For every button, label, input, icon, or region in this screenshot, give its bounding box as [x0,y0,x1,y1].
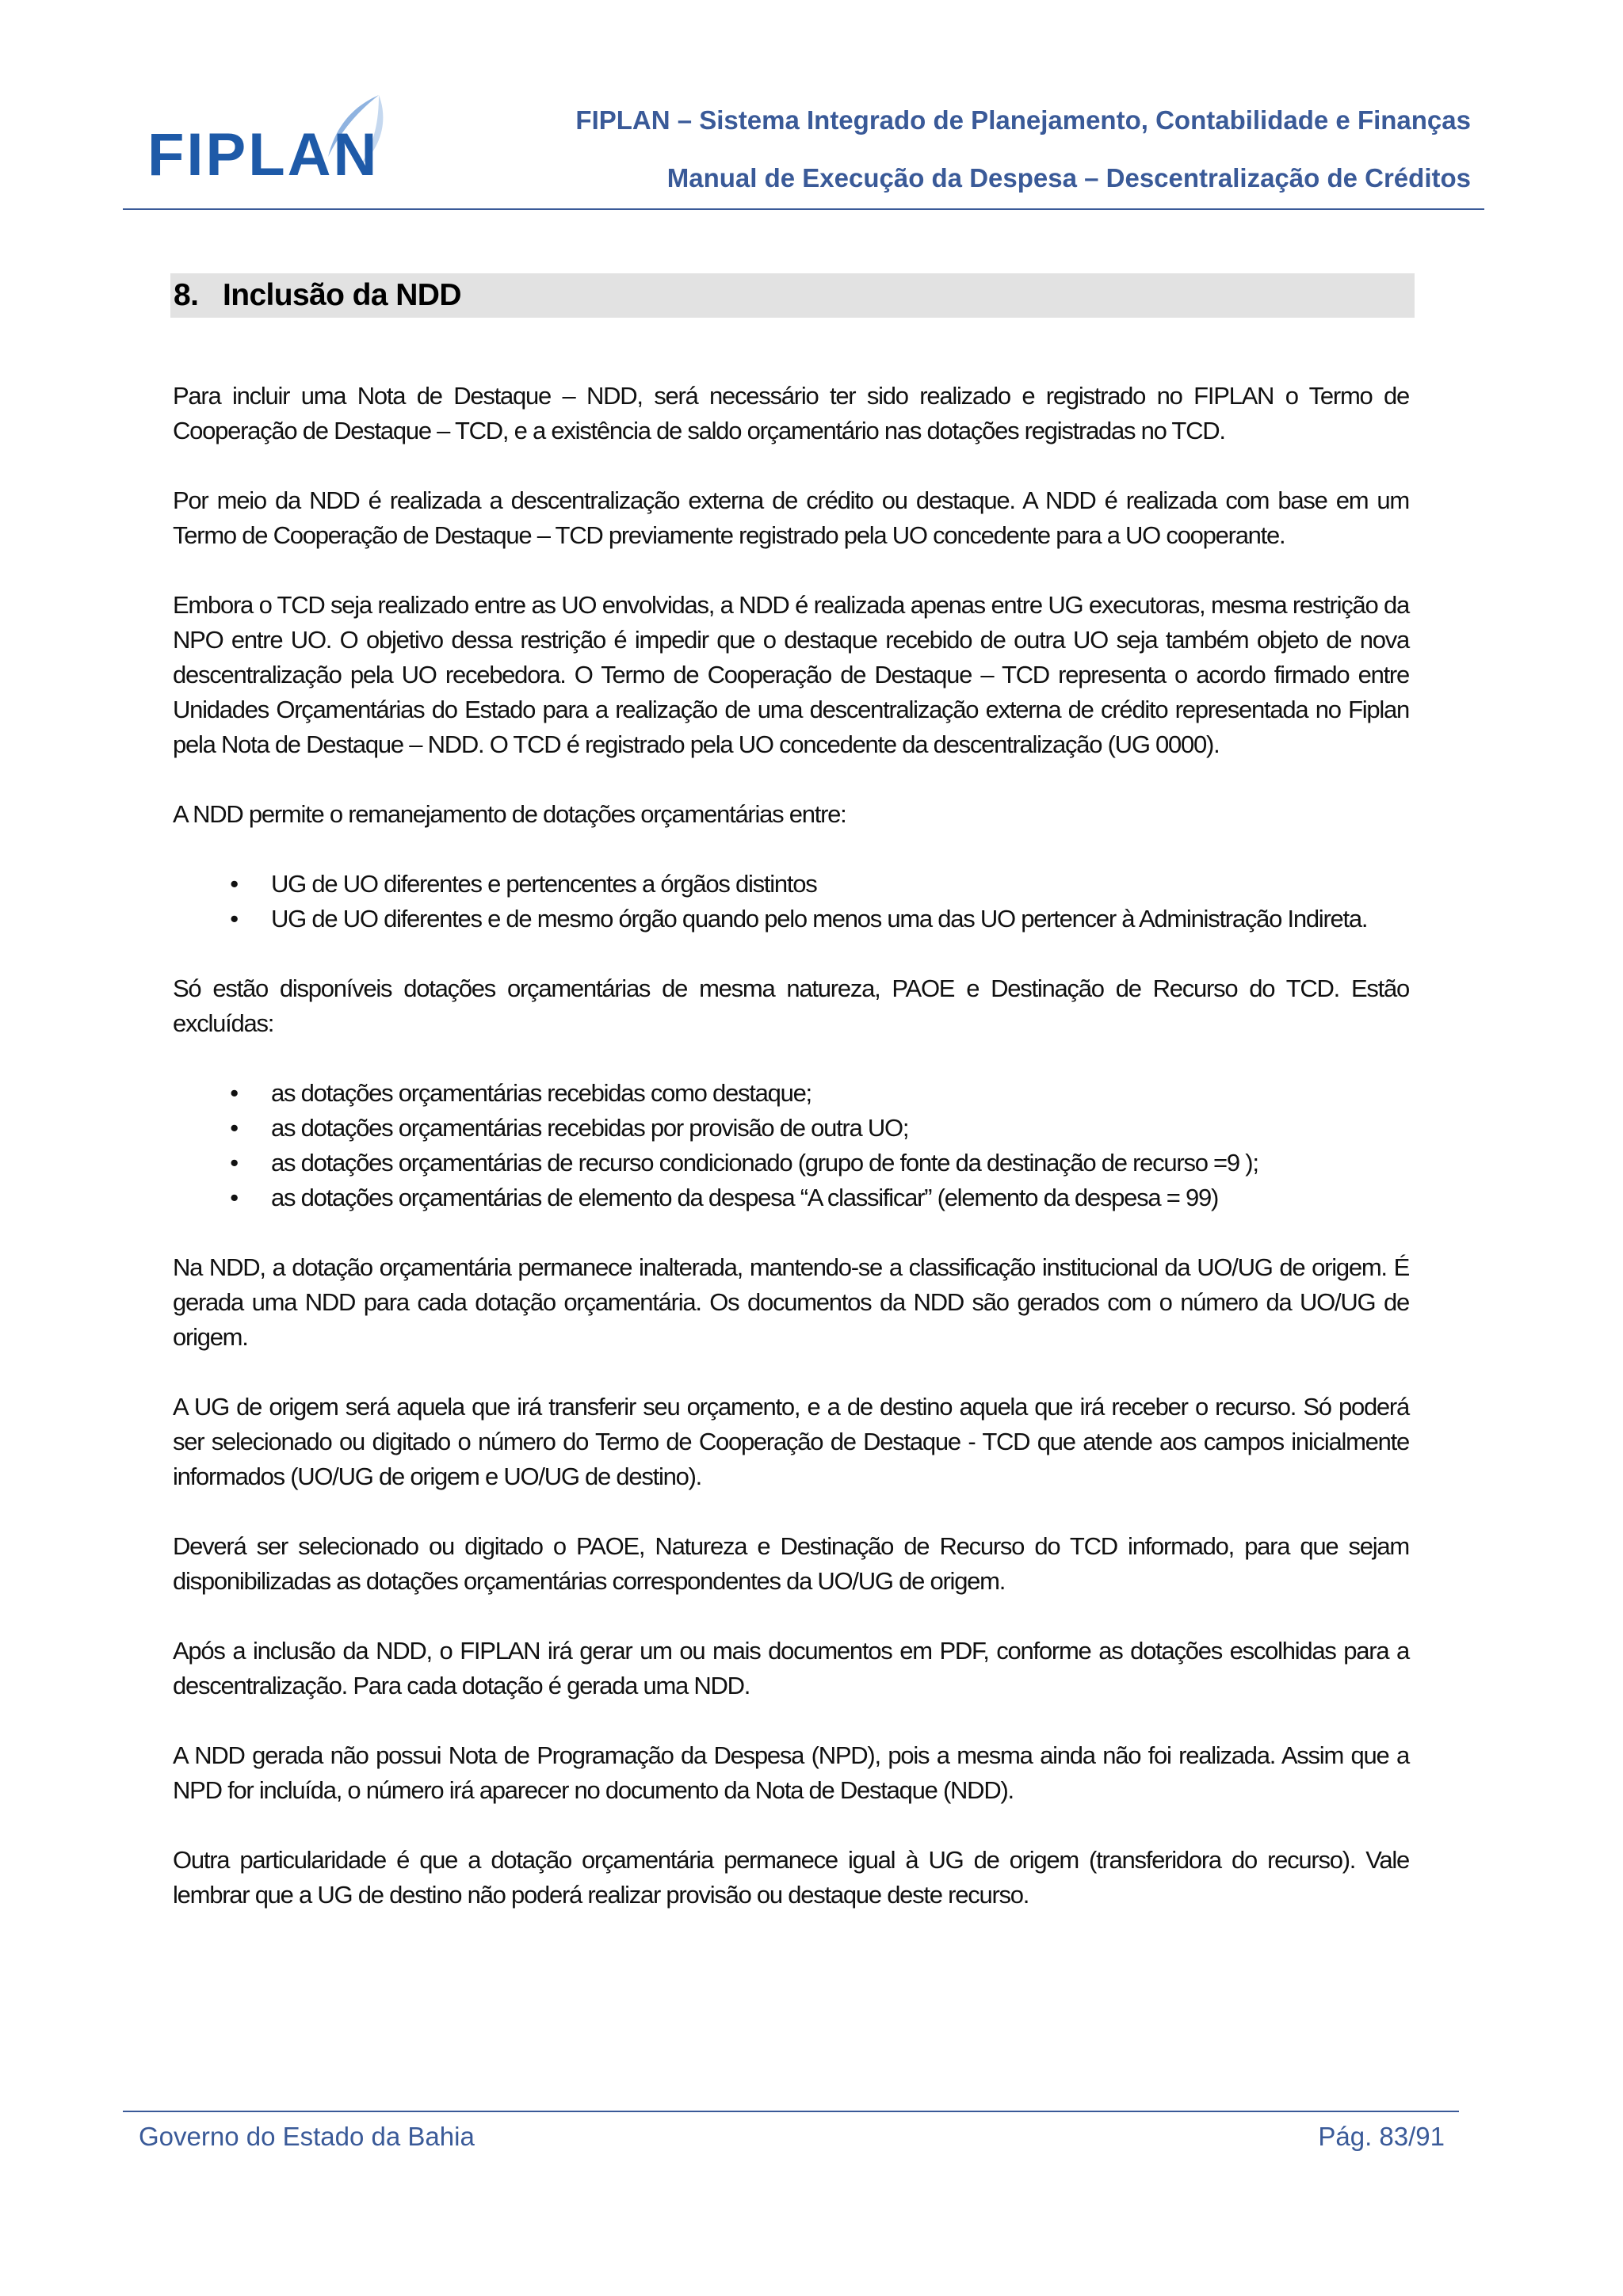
page-header [0,0,1623,214]
header-title: FIPLAN – Sistema Integrado de Planejamento, Contabilidade e Finanças [575,105,1471,135]
paragraph: Embora o TCD seja realizado entre as UO envolvidas, a NDD é realizada apenas entre UG executoras, mesma restrição da NPO entre UO. O objetivo dessa restrição é impedir que o destaque recebido de outra UO seja também objeto de nova descentralização pela UO recebedora. O Termo de Cooperação de Destaque – TCD representa o acordo firmado entre Unidades Orçamentárias do Estado para a realização de uma descentralização externa de crédito representada no Fiplan pela Nota de Destaque – NDD. O TCD é registrado pela UO concedente da descentralização (UG 0000). [173,591,1409,758]
section-heading [170,273,1415,318]
logo-text: FIPLAN [147,121,380,189]
bullet-icon: • [230,1114,238,1142]
list-item: • UG de UO diferentes e pertencentes a órgãos distintos [173,867,1409,902]
paragraph: Só estão disponíveis dotações orçamentárias de mesma natureza, PAOE e Destinação de Recurso do TCD. Estão excluídas: [173,974,1409,1037]
section-title: Inclusão da NDD [223,278,461,312]
bullet-list [173,867,1409,936]
bullet-list [173,1076,1409,1215]
footer-divider [123,2111,1459,2112]
bullet-icon: • [230,1079,238,1107]
header-subtitle: Manual de Execução da Despesa – Descentralização de Créditos [666,163,1471,193]
list-item: • as dotações orçamentárias recebidas por provisão de outra UO; [173,1111,1409,1146]
bullet-icon: • [230,905,238,933]
paragraph: A NDD gerada não possui Nota de Programação da Despesa (NPD), pois a mesma ainda não foi realizada. Assim que a NPD for incluída, o número irá aparecer no documento da Nota de Destaque (NDD). [173,1741,1409,1804]
list-item: • as dotações orçamentárias recebidas como destaque; [173,1076,1409,1111]
fiplan-logo [141,89,411,192]
paragraph: A NDD permite o remanejamento de dotações orçamentárias entre: [173,800,846,828]
paragraph: Outra particularidade é que a dotação orçamentária permanece igual à UG de origem (transferidora do recurso). Vale lembrar que a UG de destino não poderá realizar provisão ou destaque deste recurso. [173,1846,1409,1909]
paragraph: A UG de origem será aquela que irá transferir seu orçamento, e a de destino aquela que irá receber o recurso. Só poderá ser selecionado ou digitado o número do Termo de Cooperação de Destaque - TCD que atende aos campos inicialmente informados (UO/UG de origem e UO/UG de destino). [173,1393,1409,1490]
bullet-icon: • [230,1149,238,1177]
bullet-icon: • [230,1184,238,1211]
paragraph: Deverá ser selecionado ou digitado o PAOE, Natureza e Destinação de Recurso do TCD informado, para que sejam disponibilizadas as dotações orçamentárias correspondentes da UO/UG de origem. [173,1532,1409,1595]
list-item: • as dotações orçamentárias de elemento da despesa “A classificar” (elemento da despesa = 99) [173,1180,1409,1215]
header-divider [123,208,1484,210]
paragraph: Por meio da NDD é realizada a descentralização externa de crédito ou destaque. A NDD é realizada com base em um Termo de Cooperação de Destaque – TCD previamente registrado pela UO concedente para a UO cooperante. [173,486,1409,549]
list-item: • as dotações orçamentárias de recurso condicionado (grupo de fonte da destinação de recurso =9 ); [173,1146,1409,1180]
body-content [173,379,1409,1947]
bullet-icon: • [230,870,238,898]
paragraph: Para incluir uma Nota de Destaque – NDD, será necessário ter sido realizado e registrado no FIPLAN o Termo de Cooperação de Destaque – TCD, e a existência de saldo orçamentário nas dotações registradas no TCD. [173,382,1409,444]
footer-org: Governo do Estado da Bahia [139,2122,475,2151]
list-item: • UG de UO diferentes e de mesmo órgão quando pelo menos uma das UO pertencer à Administração Indireta. [173,902,1409,936]
section-number: 8. [174,278,199,312]
paragraph: Após a inclusão da NDD, o FIPLAN irá gerar um ou mais documentos em PDF, conforme as dotações escolhidas para a descentralização. Para cada dotação é gerada uma NDD. [173,1637,1409,1699]
paragraph: Na NDD, a dotação orçamentária permanece inalterada, mantendo-se a classificação institucional da UO/UG de origem. É gerada uma NDD para cada dotação orçamentária. Os documentos da NDD são gerados com o número da UO/UG de origem. [173,1253,1409,1351]
page-number: Pág. 83/91 [1318,2122,1445,2151]
